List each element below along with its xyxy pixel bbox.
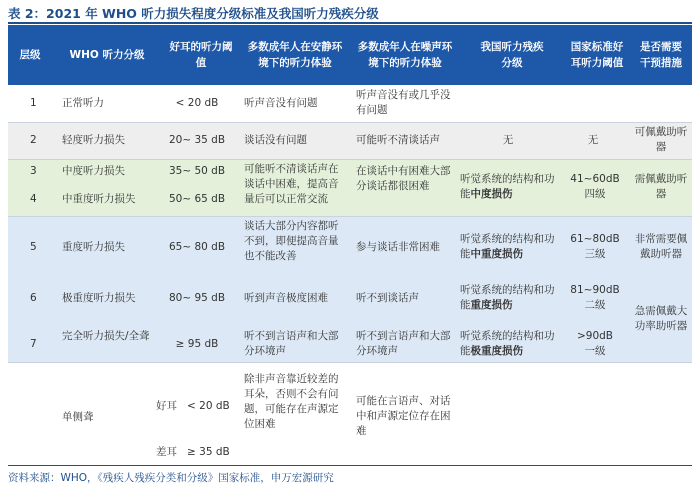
cell-threshold: 50~ 65 dB	[168, 193, 226, 205]
header-cn-threshold: 国家标准好耳听力阈值	[570, 41, 624, 69]
cell-cn-threshold: 无	[587, 134, 599, 146]
cell-noisy: 可能听不清谈话声	[356, 134, 440, 146]
cell-quiet: 听声音没有问题	[244, 97, 318, 109]
cell-level: 1	[30, 97, 37, 109]
cell-level: 3	[30, 165, 37, 177]
cell-noisy: 可能在言语声、对话中和声源定位存在困难	[356, 395, 451, 437]
cell-noisy: 听不到言语声和大部分环境声	[356, 330, 451, 357]
cell-need: 可佩戴助听器	[634, 126, 688, 153]
title-rule	[8, 22, 692, 24]
cell-level: 7	[30, 338, 37, 350]
cell-quiet: 谈话大部分内容都听不到，即便提高音量也不能改善	[244, 220, 339, 262]
row-separator	[8, 122, 692, 123]
header-cn-grade: 我国听力残疾分级	[480, 41, 544, 69]
cell-cn-threshold: 41~60dB 四级	[570, 173, 620, 200]
cell-who: 中重度听力损失	[62, 193, 136, 205]
row-separator	[8, 159, 692, 160]
cell-need: 需佩戴助听器	[634, 173, 688, 200]
row-separator	[8, 216, 692, 217]
table-header	[8, 25, 692, 85]
cell-threshold: 80~ 95 dB	[168, 292, 226, 304]
cell-noisy: 听不到谈话声	[356, 292, 419, 304]
table-title: 表 2：2021 年 WHO 听力损失程度分级标准及我国听力残疾分级	[8, 6, 379, 21]
row-separator	[8, 362, 692, 363]
cell-who: 轻度听力损失	[62, 134, 125, 146]
header-threshold: 好耳的听力阈值	[169, 41, 233, 69]
cell-threshold: < 20 dB	[175, 97, 219, 109]
cell-who: 正常听力	[62, 97, 104, 109]
cell-quiet: 谈话没有问题	[244, 134, 307, 146]
cell-cn-threshold: 81~90dB 二级	[570, 284, 620, 311]
cell-cn-grade: 无	[502, 134, 514, 146]
cell-need: 非常需要佩戴助听器	[634, 233, 688, 260]
cell-level: 2	[30, 134, 37, 146]
cell-who: 完全听力损失/全聋	[62, 330, 150, 342]
cell-quiet: 听到声音极度困难	[244, 292, 328, 304]
header-quiet: 多数成年人在安静环境下的听力体验	[247, 41, 343, 69]
header-level: 层级	[19, 49, 41, 61]
header-who: WHO 听力分级	[69, 49, 145, 61]
cell-quiet: 除非声音靠近较差的耳朵，否则不会有问题，可能存在声源定位困难	[244, 373, 339, 430]
row-1-bg	[8, 85, 692, 122]
cell-noisy: 在谈话中有困难大部分谈话都很困难	[356, 165, 451, 192]
cell-cn-grade: 听觉系统的结构和功能中度损伤	[460, 173, 555, 200]
cell-quiet: 可能听不清谈话声在谈话中困难，提高音量后可以正常交流	[244, 163, 339, 205]
cell-cn-threshold: >90dB 一级	[576, 330, 614, 357]
cell-threshold: ≥ 95 dB	[175, 338, 219, 350]
cell-threshold: 65~ 80 dB	[168, 241, 226, 253]
source-rule	[8, 465, 692, 466]
cell-bad-ear: 差耳 ≥ 35 dB	[156, 446, 230, 458]
cell-quiet: 听不到言语声和大部分环境声	[244, 330, 339, 357]
source-note: 资料来源：WHO，《残疾人残疾分类和分级》国家标准，申万宏源研究	[8, 472, 334, 484]
cell-cn-grade: 听觉系统的结构和功能中重度损伤	[460, 233, 555, 260]
cell-who: 中度听力损失	[62, 165, 125, 177]
cell-need-merged: 急需佩戴大功率助听器	[634, 305, 688, 332]
cell-cn-grade: 听觉系统的结构和功能重度损伤	[460, 284, 555, 311]
cell-noisy: 听声音没有或几乎没有问题	[356, 89, 451, 116]
cell-threshold: 35~ 50 dB	[168, 165, 226, 177]
cell-cn-threshold: 61~80dB 三级	[570, 233, 620, 260]
cell-noisy: 参与谈话非常困难	[356, 241, 440, 253]
cell-threshold: 20~ 35 dB	[168, 134, 226, 146]
cell-good-ear: 好耳 < 20 dB	[156, 400, 230, 412]
header-need: 是否需要干预措施	[640, 41, 682, 69]
cell-who: 重度听力损失	[62, 241, 125, 253]
cell-cn-grade: 听觉系统的结构和功能极重度损伤	[460, 330, 555, 357]
header-noisy: 多数成年人在噪声环境下的听力体验	[357, 41, 453, 69]
row-unilateral-bg	[8, 362, 692, 465]
cell-level: 4	[30, 193, 37, 205]
cell-who: 极重度听力损失	[62, 292, 136, 304]
cell-level: 6	[30, 292, 37, 304]
cell-unilateral-label: 单侧聋	[62, 411, 94, 423]
cell-level: 5	[30, 241, 37, 253]
